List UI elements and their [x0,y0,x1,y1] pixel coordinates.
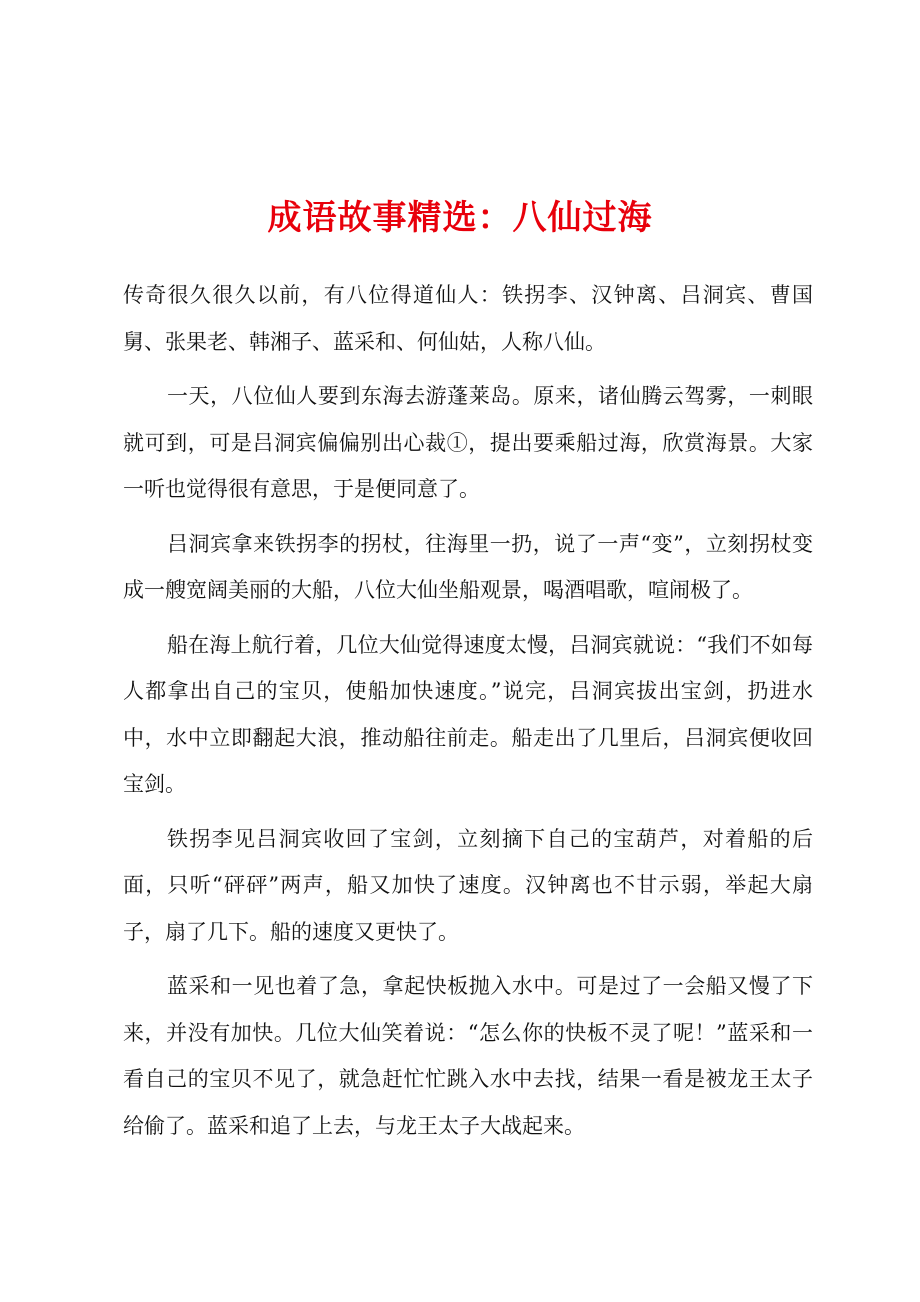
paragraph-6: 蓝采和一见也着了急，拿起快板抛入水中。可是过了一会船又慢了下来，并没有加快。几位大仙笑着说：“怎么你的快板不灵了呢！”蓝采和一看自己的宝贝不见了，就急赶忙忙跳入水中去找，结果一看是被龙王太子给偷了。蓝采和追了上去，与龙王太子大战起来。 [123,974,813,1138]
paragraph-2: 一天，八位仙人要到东海去游蓬莱岛。原来，诸仙腾云驾雾，一刺眼就可到，可是吕洞宾偏偏别出心裁①，提出要乘船过海，欣赏海景。大家一听也觉得很有意思，于是便同意了。 [123,384,813,501]
paragraph-1: 传奇很久很久以前，有八位得道仙人：铁拐李、汉钟离、吕洞宾、曹国舅、张果老、韩湘子、蓝采和、何仙姑，人称八仙。 [123,283,813,354]
page-title: 成语故事精选：八仙过海 [267,198,653,238]
story-body [123,272,813,1157]
paragraph-4: 船在海上航行着，几位大仙觉得速度太慢，吕洞宾就说：“我们不如每人都拿出自己的宝贝，使船加快速度。”说完，吕洞宾拔出宝剑，扔进水中，水中立即翻起大浪，推动船往前走。船走出了几里后，吕洞宾便收回宝剑。 [123,632,813,796]
paragraph-5: 铁拐李见吕洞宾收回了宝剑，立刻摘下自己的宝葫芦，对着船的后面，只听“砰砰”两声，船又加快了速度。汉钟离也不甘示弱，举起大扇子，扇了几下。船的速度又更快了。 [123,826,813,944]
paragraph-3: 吕洞宾拿来铁拐李的拐杖，往海里一扔，说了一声“变”，立刻拐杖变成一艘宽阔美丽的大船，八位大仙坐船观景，喝酒唱歌，喧闹极了。 [123,531,813,602]
